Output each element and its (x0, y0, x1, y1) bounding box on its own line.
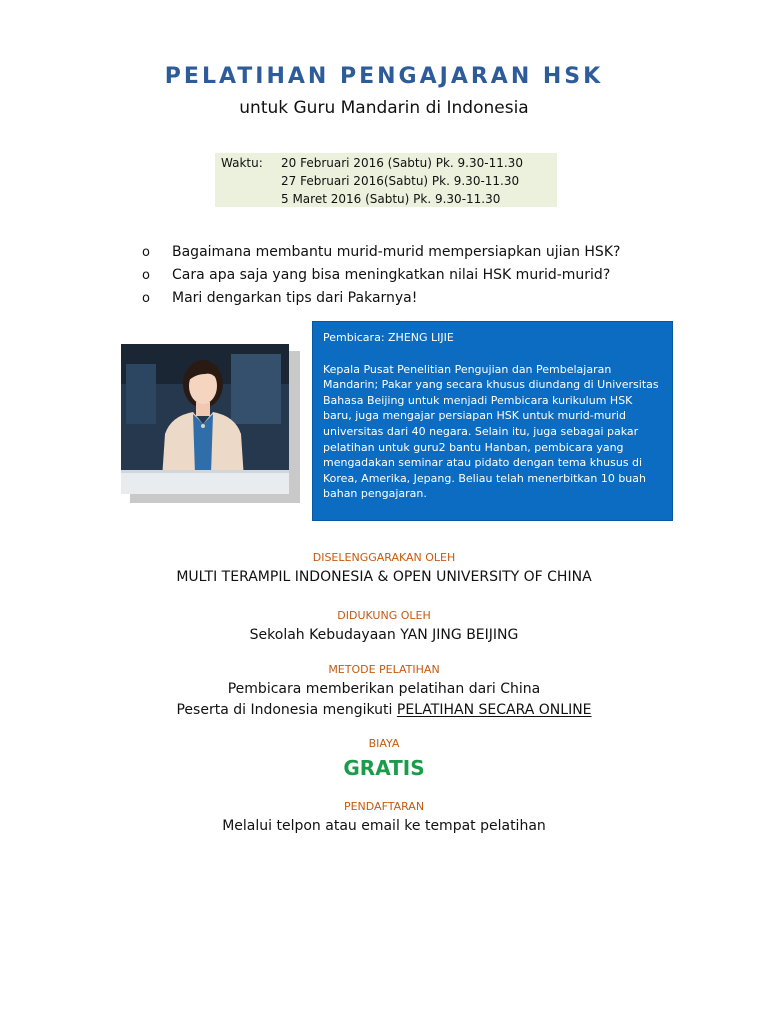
method-line-2-underlined: PELATIHAN SECARA ONLINE (396, 702, 592, 718)
list-item (142, 241, 620, 264)
bullet-text: Cara apa saja yang bisa meningkatkan nilai HSK murid-murid? (172, 267, 611, 283)
list-item (142, 287, 620, 310)
page-subtitle: untuk Guru Mandarin di Indonesia (239, 98, 529, 118)
organizer-label: DISELENGGARAKAN OLEH (312, 551, 456, 564)
speaker-name: Pembicara: ZHENG LIJIE (323, 331, 454, 344)
speaker-photo (121, 344, 289, 494)
cost-label: BIAYA (368, 737, 400, 750)
schedule-date-2: 27 Februari 2016(Sabtu) Pk. 9.30-11.30 (281, 174, 520, 188)
schedule-label: Waktu: (221, 156, 263, 170)
bullet-text: Mari dengarkan tips dari Pakarnya! (172, 290, 418, 306)
list-item (142, 264, 620, 287)
method-label: METODE PELATIHAN (328, 663, 440, 676)
bullet-text: Bagaimana membantu murid-murid mempersiapkan ujian HSK? (172, 244, 621, 260)
page-title: PELATIHAN PENGAJARAN HSK (164, 64, 604, 89)
method-line-2 (0, 702, 768, 718)
speaker-info-box (312, 321, 673, 521)
schedule-date-3: 5 Maret 2016 (Sabtu) Pk. 9.30-11.30 (281, 192, 501, 206)
method-line-1: Pembicara memberikan pelatihan dari China (227, 681, 541, 697)
supporter-value: Sekolah Kebudayaan YAN JING BEIJING (249, 627, 519, 643)
registration-value: Melalui telpon atau email ke tempat pelatihan (222, 818, 546, 834)
speaker-bio: Kepala Pusat Penelitian Pengujian dan Pembelajaran Mandarin; Pakar yang secara khusus diundang di Universitas Bahasa Beijing untuk menjadi Pembicara kurikulum HSK baru, juga mengajar persiapan HSK untuk murid-murid universitas dari 40 negara. Selain itu, juga sebagai pakar pelatihan untuk guru2 bantu Hanban, pembicara yang mengadakan seminar atau pidato dengan tema khusus di Korea, Amerika, Jepang. Beliau telah menerbitkan 10 buah bahan pengajaran. (323, 362, 659, 501)
cost-value: GRATIS (343, 756, 425, 780)
bullet-marker: o (142, 268, 150, 283)
bullet-list (142, 241, 620, 310)
registration-label: PENDAFTARAN (343, 800, 425, 813)
schedule-date-1: 20 Februari 2016 (Sabtu) Pk. 9.30-11.30 (281, 156, 523, 170)
bullet-marker: o (142, 245, 150, 260)
organizer-value: MULTI TERAMPIL INDONESIA & OPEN UNIVERSITY OF CHINA (176, 569, 592, 585)
method-line-2-prefix: Peserta di Indonesia mengikuti (176, 702, 397, 718)
supporter-label: DIDUKUNG OLEH (337, 609, 431, 622)
speaker-portrait-image (121, 344, 289, 494)
schedule-box (215, 153, 557, 207)
bullet-marker: o (142, 291, 150, 306)
